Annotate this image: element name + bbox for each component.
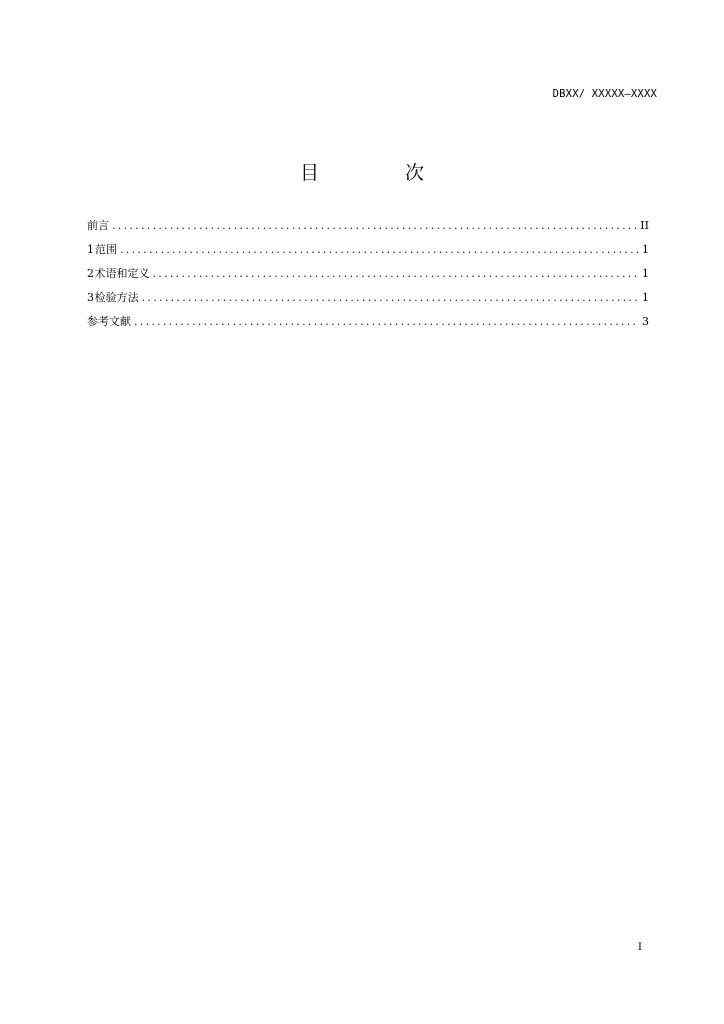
toc-entry-label: 术语和定义 — [94, 267, 150, 280]
toc-entry-number: 2 — [87, 267, 94, 280]
toc-entry-references[interactable] — [87, 313, 649, 337]
toc-entry-scope[interactable] — [87, 241, 649, 265]
document-code: DBXX/ XXXXX—XXXX — [552, 88, 657, 100]
toc-list — [87, 217, 649, 337]
toc-entry-label: 参考文献 — [87, 315, 131, 328]
page-number: I — [637, 941, 642, 953]
toc-entry-page: 1 — [642, 291, 649, 304]
toc-entry-page: 1 — [642, 267, 649, 280]
toc-entry-test-methods[interactable] — [87, 289, 649, 313]
toc-dot-leader — [112, 219, 637, 232]
toc-entry-foreword[interactable] — [87, 217, 649, 241]
toc-entry-page: II — [640, 219, 649, 232]
toc-entry-terms[interactable] — [87, 265, 649, 289]
toc-entry-label: 检验方法 — [94, 291, 139, 304]
toc-entry-number: 3 — [87, 291, 94, 304]
toc-entry-page: 3 — [642, 315, 649, 328]
toc-title: 目 次 — [299, 162, 465, 184]
toc-dot-leader — [142, 291, 639, 304]
toc-entry-page: 1 — [642, 243, 649, 256]
toc-dot-leader — [134, 315, 639, 328]
toc-entry-label: 前言 — [87, 219, 109, 232]
toc-entry-label: 范围 — [94, 243, 117, 256]
toc-dot-leader — [152, 267, 639, 280]
toc-dot-leader — [120, 243, 639, 256]
toc-entry-number: 1 — [87, 243, 94, 256]
